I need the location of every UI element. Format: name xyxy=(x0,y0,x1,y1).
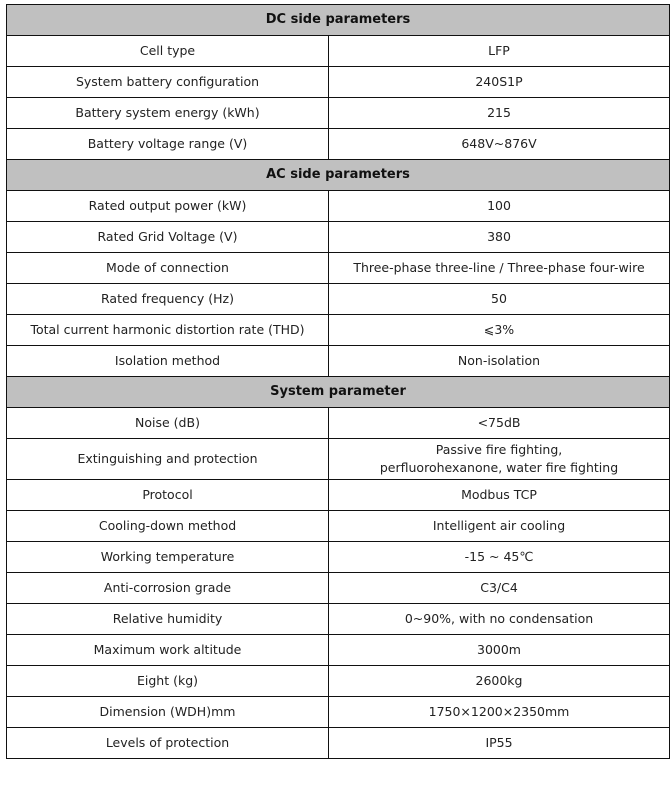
spec-table xyxy=(6,4,670,759)
table-row xyxy=(7,511,670,542)
param-label: Mode of connection xyxy=(7,253,329,284)
param-label: Battery system energy (kWh) xyxy=(7,98,329,129)
table-row xyxy=(7,573,670,604)
table-row xyxy=(7,439,670,480)
param-value: 240S1P xyxy=(329,67,670,98)
section-header-system xyxy=(7,377,670,408)
param-value: 2600kg xyxy=(329,666,670,697)
table-row xyxy=(7,129,670,160)
param-label: Working temperature xyxy=(7,542,329,573)
table-row xyxy=(7,222,670,253)
param-label: Isolation method xyxy=(7,346,329,377)
param-label: Cell type xyxy=(7,36,329,67)
param-label: System battery configuration xyxy=(7,67,329,98)
param-value: Three-phase three-line / Three-phase four-wire xyxy=(329,253,670,284)
param-label: Maximum work altitude xyxy=(7,635,329,666)
param-label: Battery voltage range (V) xyxy=(7,129,329,160)
table-row xyxy=(7,191,670,222)
table-row xyxy=(7,408,670,439)
table-row xyxy=(7,36,670,67)
table-row xyxy=(7,728,670,759)
param-value-line: perfluorohexanone, water fire fighting xyxy=(379,460,619,475)
table-row xyxy=(7,346,670,377)
param-label: Eight (kg) xyxy=(7,666,329,697)
table-row xyxy=(7,635,670,666)
param-value: 380 xyxy=(329,222,670,253)
table-row xyxy=(7,67,670,98)
table-row xyxy=(7,666,670,697)
param-value: 3000m xyxy=(329,635,670,666)
param-value: 648V~876V xyxy=(329,129,670,160)
param-label: Levels of protection xyxy=(7,728,329,759)
table-row xyxy=(7,542,670,573)
param-label: Rated Grid Voltage (V) xyxy=(7,222,329,253)
param-value: Non-isolation xyxy=(329,346,670,377)
param-value: 215 xyxy=(329,98,670,129)
section-title: System parameter xyxy=(7,377,670,408)
param-value: ⩽3% xyxy=(329,315,670,346)
param-value: 50 xyxy=(329,284,670,315)
param-value: Intelligent air cooling xyxy=(329,511,670,542)
param-value: 100 xyxy=(329,191,670,222)
param-label: Total current harmonic distortion rate (THD) xyxy=(7,315,329,346)
section-header-ac xyxy=(7,160,670,191)
table-row xyxy=(7,604,670,635)
param-value: IP55 xyxy=(329,728,670,759)
param-label: Anti-corrosion grade xyxy=(7,573,329,604)
param-label: Rated frequency (Hz) xyxy=(7,284,329,315)
table-row xyxy=(7,480,670,511)
table-row xyxy=(7,253,670,284)
table-row xyxy=(7,315,670,346)
param-label: Extinguishing and protection xyxy=(7,439,329,480)
section-header-dc xyxy=(7,5,670,36)
param-value: -15 ~ 45℃ xyxy=(329,542,670,573)
param-label: Rated output power (kW) xyxy=(7,191,329,222)
param-label: Relative humidity xyxy=(7,604,329,635)
param-value: 1750×1200×2350mm xyxy=(329,697,670,728)
param-value: Modbus TCP xyxy=(329,480,670,511)
param-value xyxy=(329,439,670,480)
param-value-line: Passive fire fighting, xyxy=(435,442,563,457)
param-value: 0~90%, with no condensation xyxy=(329,604,670,635)
param-label: Cooling-down method xyxy=(7,511,329,542)
section-title: DC side parameters xyxy=(7,5,670,36)
param-value: <75dB xyxy=(329,408,670,439)
table-row xyxy=(7,284,670,315)
param-value: LFP xyxy=(329,36,670,67)
param-label: Protocol xyxy=(7,480,329,511)
section-title: AC side parameters xyxy=(7,160,670,191)
param-label: Noise (dB) xyxy=(7,408,329,439)
table-row xyxy=(7,98,670,129)
param-label: Dimension (WDH)mm xyxy=(7,697,329,728)
table-row xyxy=(7,697,670,728)
param-value: C3/C4 xyxy=(329,573,670,604)
